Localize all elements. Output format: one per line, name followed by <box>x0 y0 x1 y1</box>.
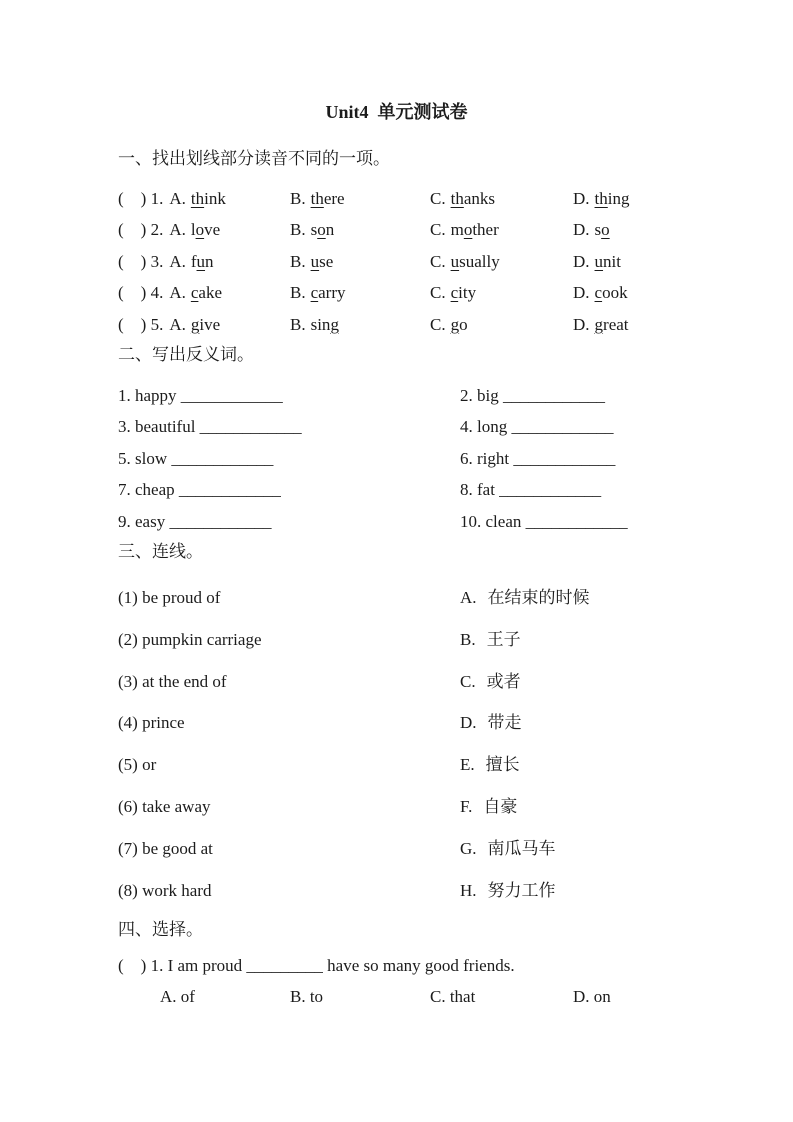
option-word: use <box>310 251 334 271</box>
option-label: D. <box>573 251 590 271</box>
match-left-7: (7) be good at <box>118 838 213 858</box>
option-word: usually <box>450 251 500 271</box>
option-word: cook <box>594 283 628 303</box>
option-label: C. <box>430 251 446 271</box>
antonym-item-3: 3. beautiful ____________ <box>118 417 302 437</box>
option-label: D. <box>573 283 590 303</box>
match-left-1: (1) be proud of <box>118 588 221 607</box>
section3-matching-list <box>118 577 738 911</box>
underlined-part: g <box>594 314 604 334</box>
option-label: A. <box>169 283 186 303</box>
option-label: B. <box>290 220 306 240</box>
match-right-d <box>460 702 738 744</box>
s1-q4-option-d <box>573 277 738 308</box>
s1-q1-option-b <box>290 183 430 214</box>
underlined-part: c <box>190 283 199 303</box>
match-right-g <box>460 828 738 870</box>
s4-q1-option-a: A. of <box>160 987 195 1006</box>
s4-q1-option-d: D. on <box>573 987 611 1006</box>
option-label: D. <box>573 189 590 208</box>
s1-q5-option-c <box>430 309 573 340</box>
s1-q2-option-a <box>118 214 290 245</box>
answer-paren: ( ) 2. <box>118 220 164 240</box>
match-text: 自豪 <box>483 796 518 816</box>
option-label: A. <box>169 251 186 271</box>
s1-q3-option-a <box>118 246 290 277</box>
antonym-item-5: 5. slow ____________ <box>118 448 274 468</box>
s4-q1-option-c: C. that <box>430 987 476 1006</box>
option-word: love <box>190 220 221 240</box>
antonym-item-6: 6. right ____________ <box>460 448 616 468</box>
s4-q1-option-b: B. to <box>290 987 324 1006</box>
option-label: C. <box>430 189 446 208</box>
match-text: 擅长 <box>485 755 520 775</box>
s1-q4-option-a <box>118 277 290 308</box>
section2-antonym-list <box>118 380 738 537</box>
section1-heading: 一、找出划线部分读音不同的一项。 <box>118 149 390 168</box>
option-label: C. <box>430 283 446 303</box>
option-word: son <box>310 220 335 240</box>
option-word: mother <box>450 220 499 240</box>
option-label: B. <box>290 251 306 271</box>
option-label: C. <box>430 314 446 334</box>
antonym-item-8: 8. fat ____________ <box>460 480 602 500</box>
match-right-f <box>460 786 738 828</box>
section1-phonics-table <box>118 183 738 340</box>
underlined-part: th <box>594 189 608 208</box>
underlined-part: u <box>594 251 604 271</box>
underlined-part: o <box>195 220 205 240</box>
underlined-part: th <box>310 189 324 208</box>
option-label: A. <box>169 189 186 208</box>
match-left-2: (2) pumpkin carriage <box>118 629 262 649</box>
s4-q1-options <box>160 986 760 1008</box>
antonym-item-1: 1. happy ____________ <box>118 386 283 405</box>
answer-paren: ( ) 4. <box>118 283 164 303</box>
option-word: city <box>450 283 477 303</box>
underlined-part: th <box>450 189 464 208</box>
underlined-part: th <box>190 189 205 208</box>
page-title: Unit4 单元测试卷 <box>325 102 468 122</box>
antonym-item-10: 10. clean ____________ <box>460 511 628 531</box>
antonym-item-7: 7. cheap ____________ <box>118 480 281 500</box>
option-word: there <box>310 189 345 208</box>
option-word: sing <box>310 314 339 334</box>
underlined-part: g <box>330 314 339 334</box>
s1-q4-option-c <box>430 277 573 308</box>
s4-question-1: ( ) 1. I am proud _________ have so many good friends. <box>118 956 515 975</box>
answer-paren: ( ) 5. <box>118 314 164 334</box>
option-word: go <box>450 314 468 334</box>
match-left-6: (6) take away <box>118 796 211 816</box>
s1-q3-option-d <box>573 246 738 277</box>
option-word: great <box>594 314 629 334</box>
match-text: 或者 <box>486 671 521 691</box>
option-word: unit <box>594 251 621 271</box>
s1-q3-option-c <box>430 246 573 277</box>
match-left-5: (5) or <box>118 755 157 775</box>
match-label: A. <box>460 588 477 607</box>
match-right-e <box>460 744 738 786</box>
option-label: C. <box>430 220 446 240</box>
s1-q1-option-d <box>573 183 738 214</box>
option-label: D. <box>573 314 590 334</box>
option-word: cake <box>190 283 222 303</box>
match-left-3: (3) at the end of <box>118 671 227 691</box>
underlined-part: u <box>450 251 460 271</box>
s1-q4-option-b <box>290 277 430 308</box>
s1-q2-option-b <box>290 214 430 245</box>
option-label: B. <box>290 189 306 208</box>
option-word: fun <box>190 251 214 271</box>
antonym-item-4: 4. long ____________ <box>460 417 614 437</box>
s1-q1-option-a <box>118 183 290 214</box>
match-text: 王子 <box>486 629 521 649</box>
match-label: F. <box>460 796 473 816</box>
match-label: C. <box>460 671 476 691</box>
answer-paren: ( ) 3. <box>118 251 164 271</box>
underlined-part: o <box>601 220 610 240</box>
s1-q5-option-a <box>118 309 290 340</box>
s1-q5-option-b <box>290 309 430 340</box>
option-word: give <box>190 314 221 334</box>
match-label: E. <box>460 755 475 775</box>
option-word: carry <box>310 283 346 303</box>
match-right-a <box>460 577 738 619</box>
underlined-part: u <box>310 251 320 271</box>
underlined-part: o <box>317 220 326 240</box>
underlined-part: c <box>450 283 459 303</box>
underlined-part: c <box>594 283 603 303</box>
match-text: 努力工作 <box>487 880 556 900</box>
match-text: 带走 <box>487 713 522 733</box>
s1-q2-option-c <box>430 214 573 245</box>
underlined-part: o <box>463 220 473 240</box>
section3-heading: 三、连线。 <box>118 542 203 561</box>
option-word: thing <box>594 189 630 208</box>
antonym-item-2: 2. big ____________ <box>460 386 605 405</box>
option-label: A. <box>169 220 186 240</box>
option-label: D. <box>573 220 590 240</box>
match-label: H. <box>460 880 477 900</box>
answer-paren: ( ) 1. <box>118 189 164 208</box>
match-label: B. <box>460 629 476 649</box>
option-word: think <box>190 189 226 208</box>
s1-q5-option-d <box>573 309 738 340</box>
match-text: 南瓜马车 <box>487 838 556 858</box>
underlined-part: g <box>450 314 460 334</box>
s1-q1-option-c <box>430 183 573 214</box>
underlined-part: g <box>190 314 200 334</box>
match-label: D. <box>460 713 477 733</box>
option-label: B. <box>290 314 306 334</box>
underlined-part: c <box>310 283 319 303</box>
match-right-h <box>460 870 738 912</box>
match-text: 在结束的时候 <box>487 588 590 607</box>
match-right-b <box>460 619 738 661</box>
option-label: A. <box>169 314 186 334</box>
match-label: G. <box>460 838 477 858</box>
option-word: thanks <box>450 189 495 208</box>
section2-heading: 二、写出反义词。 <box>118 345 254 364</box>
match-left-8: (8) work hard <box>118 880 212 900</box>
option-label: B. <box>290 283 306 303</box>
s1-q2-option-d <box>573 214 738 245</box>
match-left-4: (4) prince <box>118 713 185 733</box>
match-right-c <box>460 661 738 703</box>
s1-q3-option-b <box>290 246 430 277</box>
antonym-item-9: 9. easy ____________ <box>118 511 272 531</box>
underlined-part: u <box>196 251 206 271</box>
section4-heading: 四、选择。 <box>118 920 203 939</box>
option-word: so <box>594 220 610 240</box>
